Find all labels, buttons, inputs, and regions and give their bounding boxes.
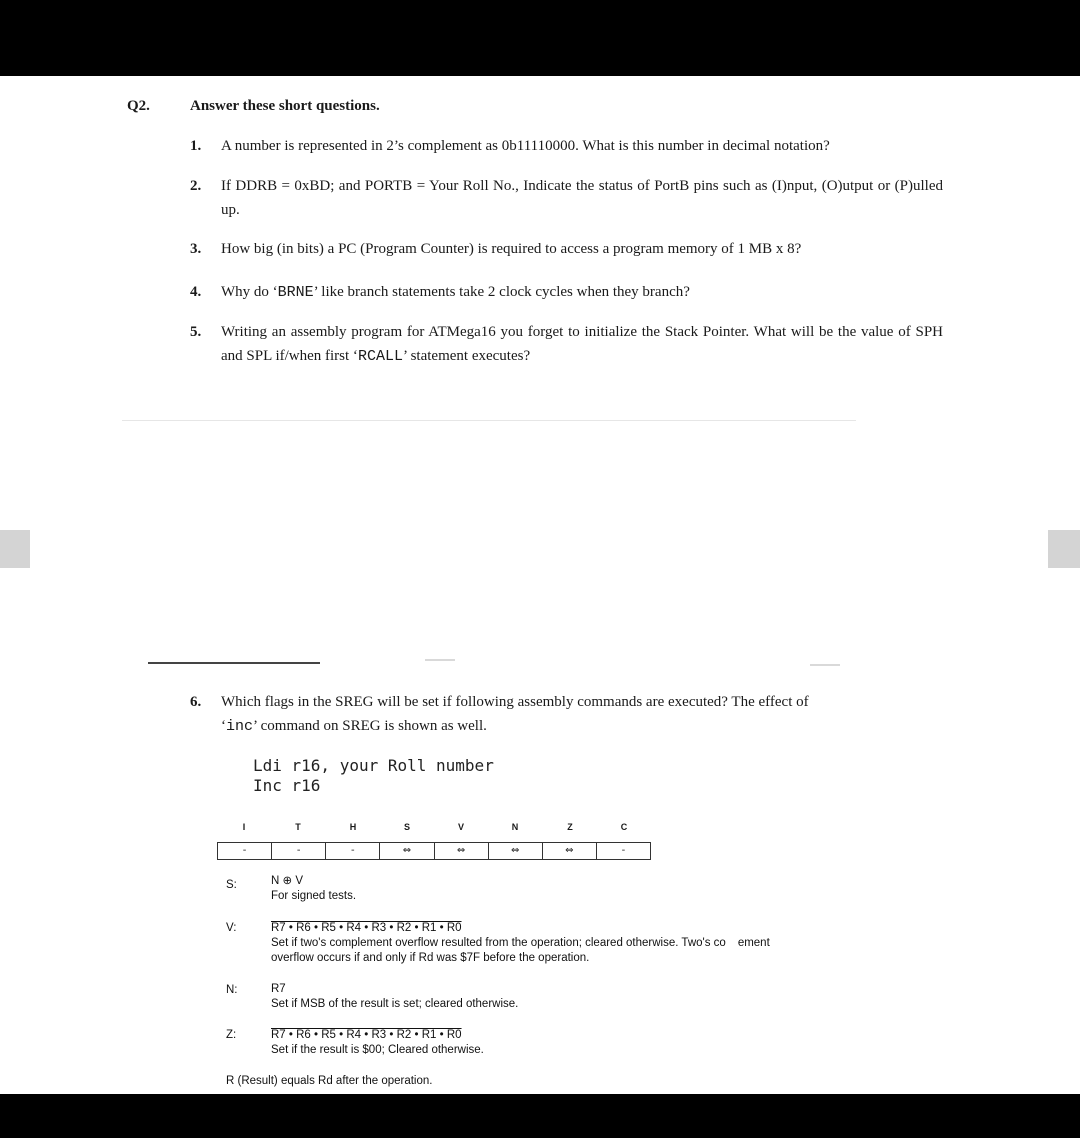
z-description: R7 • R6 • R5 • R4 • R3 • R2 • R1 • R0 Set if the result is $00; Cleared otherwise.: [271, 1029, 484, 1056]
z-label: Z:: [226, 1029, 237, 1041]
item-6-text: Which flags in the SREG will be set if following assembly commands are executed? The effect of ‘inc’ command on SREG is shown as well.: [221, 694, 809, 735]
v-description: R7 • R6 • R5 • R4 • R3 • R2 • R1 • R0 Set if two's complement overflow resulted from the operation; cleared otherwise. Two's co ement overflow occurs if and only if Rd was $7F before the operation.: [271, 922, 770, 964]
rule-line: [148, 662, 320, 664]
page-edge-right: [1048, 530, 1080, 568]
flag-value: ⇔: [489, 843, 543, 859]
s-description: N ⊕ V For signed tests.: [271, 875, 357, 902]
item-2-text: If DDRB = 0xBD; and PORTB = Your Roll No., Indicate the status of PortB pins such as (I)nput, (O)utput or (P)ulled up.: [221, 178, 943, 218]
flag-header: V: [457, 822, 464, 832]
item-1-number: 1.: [190, 138, 202, 154]
result-note: R (Result) equals Rd after the operation.: [226, 1075, 433, 1087]
item-2-number: 2.: [190, 178, 202, 194]
item-6-number: 6.: [190, 694, 202, 710]
item-1-text: A number is represented in 2’s complement as 0b11110000. What is this number in decimal notation?: [221, 138, 830, 154]
sreg-table: [217, 842, 651, 860]
n-description: R7 Set if MSB of the result is set; cleared otherwise.: [271, 983, 519, 1010]
inc-code: inc: [226, 718, 254, 735]
flag-header: H: [349, 822, 357, 832]
bottom-black-bar: [0, 1094, 1080, 1138]
flag-header: C: [620, 822, 628, 832]
flag-header: I: [242, 822, 246, 832]
flag-value: -: [326, 843, 380, 859]
question-number: Q2.: [127, 98, 150, 114]
item-4-text: Why do ‘BRNE’ like branch statements take 2 clock cycles when they branch?: [221, 284, 690, 301]
top-black-bar: [0, 0, 1080, 76]
rcall-code: RCALL: [357, 348, 403, 365]
flag-value: ⇔: [435, 843, 489, 859]
v-label: V:: [226, 922, 237, 934]
flag-value: -: [621, 845, 626, 856]
question-heading: Answer these short questions.: [190, 98, 380, 114]
item-3-number: 3.: [190, 241, 202, 257]
faint-mark: [810, 664, 840, 666]
code-block: Ldi r16, your Roll number Inc r16: [253, 756, 494, 795]
flag-header: S: [403, 822, 410, 832]
item-5-text: Writing an assembly program for ATMega16 you forget to initialize the Stack Pointer. What will be the value of SPH and SPL if/when first ‘RCALL’ statement executes?: [221, 324, 943, 365]
faint-mark: [425, 659, 455, 661]
flag-header: N: [511, 822, 519, 832]
brne-code: BRNE: [277, 284, 314, 301]
flag-value: ⇔: [543, 843, 597, 859]
item-4-number: 4.: [190, 284, 202, 300]
n-label: N:: [226, 984, 238, 996]
page-edge-left: [0, 530, 30, 568]
flag-value: ⇔: [380, 843, 434, 859]
flag-value: -: [218, 843, 272, 859]
flag-value: -: [272, 843, 326, 859]
flag-header: Z: [567, 822, 573, 832]
s-label: S:: [226, 879, 237, 891]
divider-line: [122, 420, 856, 421]
item-5-number: 5.: [190, 324, 202, 340]
item-3-text: How big (in bits) a PC (Program Counter) is required to access a program memory of 1 MB x 8?: [221, 241, 802, 257]
flag-header: T: [295, 822, 301, 832]
